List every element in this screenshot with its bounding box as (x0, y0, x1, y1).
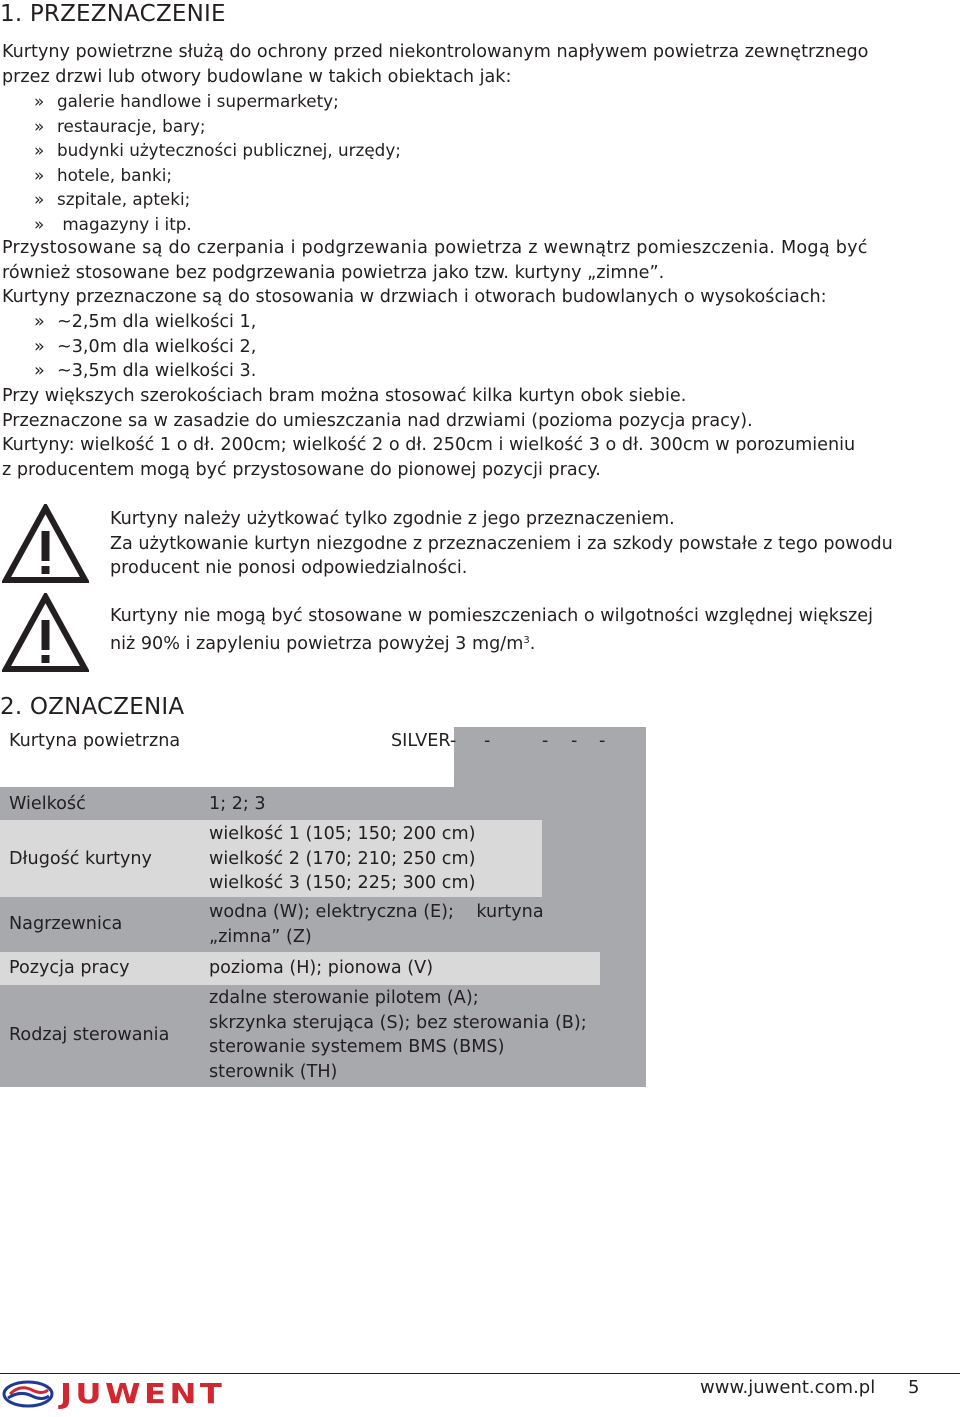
text-line: Kurtyny: wielkość 1 o dł. 200cm; wielkość 2 o dł. 250cm i wielkość 3 o dł. 300cm w porozumieniu (2, 435, 856, 455)
text-line: wielkość 3 (150; 225; 300 cm) (209, 873, 476, 893)
model-code: SILVER- (391, 731, 457, 751)
heights-list (34, 310, 256, 384)
row-label-control: Rodzaj sterowania (9, 1025, 170, 1045)
code-dash: - (571, 731, 578, 751)
text-line: Kurtyny należy użytkować tylko zgodnie z jego przeznaczeniem. (110, 509, 675, 529)
warning-2-text (110, 604, 873, 656)
list-item: » magazyny i itp. (34, 213, 192, 234)
list-item: » restauracje, bary; (34, 115, 206, 136)
row-value-size: 1; 2; 3 (209, 794, 266, 814)
row-value-control (209, 986, 587, 1084)
row-label-size: Wielkość (9, 794, 86, 814)
list-item: » budynki użyteczności publicznej, urzędy; (34, 140, 401, 160)
list-item: » ~3,5m dla wielkości 3. (34, 361, 257, 381)
text-line: Kurtyny przeznaczone są do stosowania w drzwiach i otworach budowlanych o wysokościach: (2, 287, 827, 307)
warning-1-text (110, 507, 893, 581)
code-dash: - (542, 731, 549, 751)
list-item: » ~2,5m dla wielkości 1, (34, 312, 257, 332)
row-label-length: Długość kurtyny (9, 849, 152, 869)
text-line: Kurtyny nie mogą być stosowane w pomieszczeniach o wilgotności względnej większej (110, 606, 874, 626)
text-line: skrzynka sterująca (S); bez sterowania (B); (209, 1012, 587, 1033)
text-line: wielkość 2 (170; 210; 250 cm) (209, 848, 476, 869)
section-1-heading: 1. PRZEZNACZENIE (0, 1, 226, 27)
warning-triangle-icon (2, 504, 89, 584)
closing-paragraph (2, 384, 855, 482)
row-value-position: pozioma (H); pionowa (V) (209, 958, 434, 978)
list-item: » szpitale, apteki; (34, 189, 191, 209)
list-item: » hotele, banki; (34, 164, 173, 185)
text-line: przez drzwi lub otwory budowlane w takich obiektach jak: (2, 66, 512, 87)
list-item: » galerie handlowe i supermarkety; (34, 91, 339, 111)
section-1-intro (2, 40, 868, 89)
row-value-length (209, 822, 475, 896)
code-dash: - (484, 731, 491, 751)
text-line: z producentem mogą być przystosowane do pionowej pozycji pracy. (2, 459, 601, 480)
row-label-position: Pozycja pracy (9, 958, 130, 978)
text-line: producent nie ponosi odpowiedzialności. (110, 558, 468, 578)
text-line: wodna (W); elektryczna (E); kurtyna (209, 902, 544, 922)
brand-name: JUWENT (60, 1377, 226, 1410)
footer-divider (0, 1373, 960, 1374)
list-item: » ~3,0m dla wielkości 2, (34, 336, 257, 357)
code-dash: - (599, 731, 606, 751)
objects-list (34, 89, 401, 236)
usage-paragraph (2, 236, 868, 310)
row-value-heater (209, 900, 544, 949)
juwent-logo-icon (2, 1380, 54, 1408)
section-2-heading: 2. OZNACZENIA (0, 694, 185, 720)
text-line: Przy większych szerokościach bram można stosować kilka kurtyn obok siebie. (2, 386, 687, 406)
text-line: „zimna” (Z) (209, 926, 312, 947)
text-line: sterowanie systemem BMS (BMS) (209, 1037, 505, 1057)
text-line: Przystosowane są do czerpania i podgrzewania powietrza z wewnątrz pomieszczenia. Mogą być (2, 238, 868, 258)
text-line: sterownik (TH) (209, 1061, 338, 1082)
text-line: również stosowane bez podgrzewania powietrza jako tzw. kurtyny „zimne”. (2, 262, 665, 283)
text-line: Kurtyny powietrzne służą do ochrony przed niekontrolowanym napływem powietrza zewnętrznego (2, 42, 869, 62)
page-number: 5 (908, 1377, 920, 1398)
warning-triangle-icon (2, 593, 89, 673)
text-line: niż 90% i zapyleniu powietrza powyżej 3 $mg/m^3$. (110, 633, 536, 654)
text-line: wielkość 1 (105; 150; 200 cm) (209, 824, 476, 844)
model-label: Kurtyna powietrzna (9, 731, 181, 751)
row-label-heater: Nagrzewnica (9, 914, 123, 934)
footer-website[interactable]: www.juwent.com.pl (700, 1377, 876, 1398)
text-line: Za użytkowanie kurtyn niezgodne z przeznaczeniem i za szkody powstałe z tego powodu (110, 533, 893, 554)
text-line: zdalne sterowanie pilotem (A); (209, 988, 479, 1008)
text-line: Przeznaczone sa w zasadzie do umieszczania nad drzwiami (pozioma pozycja pracy). (2, 410, 753, 431)
